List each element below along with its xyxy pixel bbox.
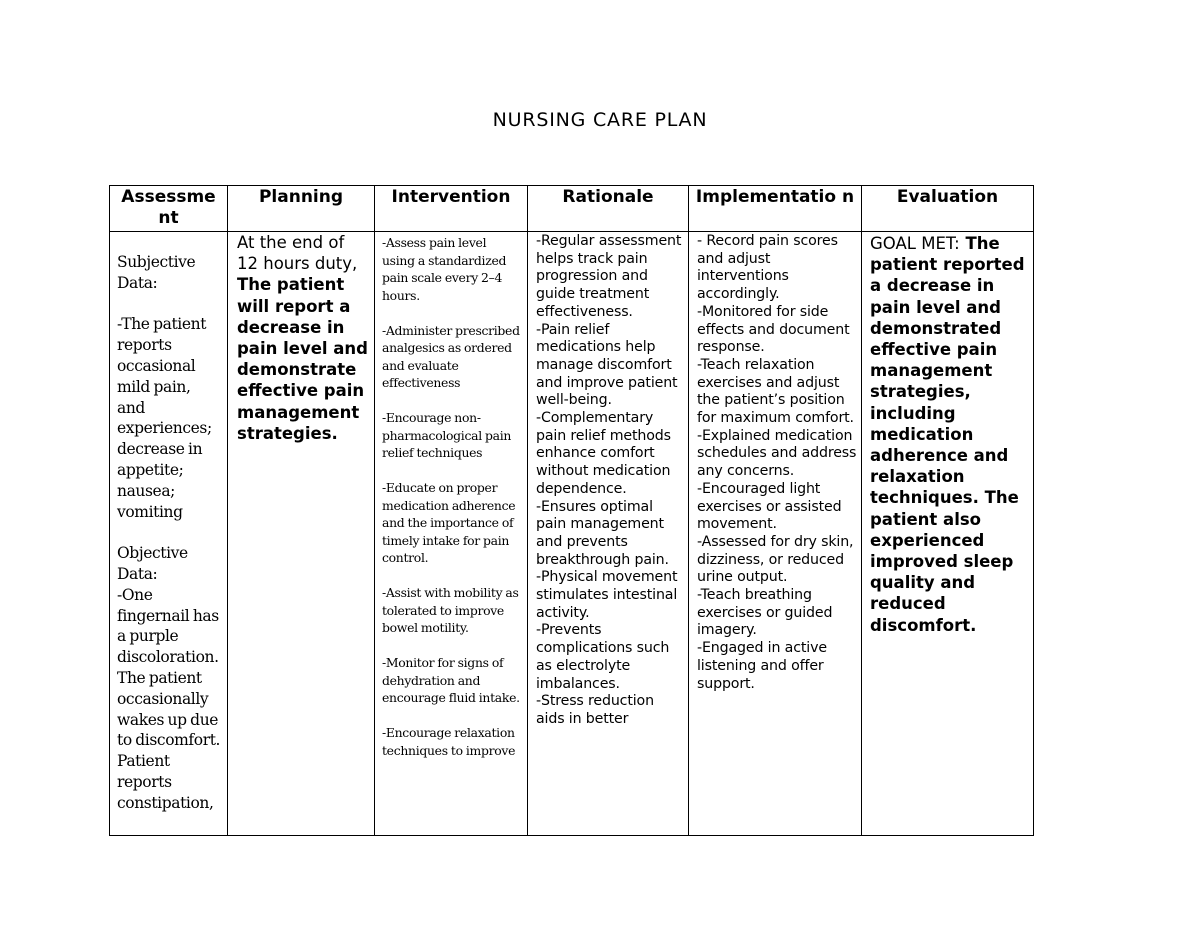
header-assessment: Assessme nt [110, 186, 228, 232]
rationale-cell [528, 232, 689, 836]
intervention-item: -Encourage relaxation techniques to improve [382, 725, 516, 758]
header-implementation: Implementatio n [689, 186, 862, 232]
implementation-cell [689, 232, 862, 836]
rationale-item: -Pain relief medications help manage discomfort and improve patient well-being. [536, 321, 678, 409]
header-rationale: Rationale [528, 186, 689, 232]
intervention-item: -Encourage non-pharmacological pain relief techniques [382, 410, 512, 460]
implementation-item: -Teach breathing exercises or guided imagery. [697, 587, 833, 639]
implementation-item: -Teach relaxation exercises and adjust the patient’s position for maximum comfort. [697, 356, 854, 427]
implementation-item: -Explained medication schedules and address any concerns. [697, 427, 857, 480]
intervention-item: -Assess pain level using a standardized pain scale every 2–4 hours. [382, 235, 507, 303]
objective-label: Objective Data: [117, 544, 188, 583]
rationale-item: -Prevents complications such as electrolyte imbalances. [536, 622, 670, 692]
implementation-item: -Assessed for dry skin, dizziness, or reduced urine output. [697, 533, 854, 586]
page-title: NURSING CARE PLAN [492, 109, 708, 131]
header-intervention: Intervention [375, 186, 528, 232]
rationale-item: -Physical movement stimulates intestinal activity. [536, 569, 678, 621]
subjective-label: Subjective Data: [117, 253, 196, 292]
objective-text: -One fingernail has a purple discoloration. The patient occasionally wakes up due to discomfort. Patient reports constipation, [117, 585, 221, 812]
planning-lead: At the end of 12 hours duty, [237, 233, 358, 274]
planning-cell [228, 232, 375, 836]
evaluation-text: The patient reported a decrease in pain level and demonstrated effective pain management strategies, including medication adherence and relaxation techniques. The patient also experienced improved sleep quality and reduced discomfort. [870, 234, 1025, 635]
rationale-item: -Ensures optimal pain management and prevents breakthrough pain. [536, 498, 669, 568]
implementation-item: -Monitored for side effects and document response. [697, 303, 850, 356]
evaluation-lead: GOAL MET: [870, 234, 960, 253]
header-evaluation: Evaluation [862, 186, 1034, 232]
intervention-cell [375, 232, 528, 836]
table-row [110, 232, 1034, 836]
implementation-item: -Encouraged light exercises or assisted movement. [697, 480, 842, 533]
implementation-item: -Engaged in active listening and offer support. [697, 640, 827, 692]
intervention-item: -Monitor for signs of dehydration and encourage fluid intake. [382, 655, 520, 705]
planning-goal: The patient will report a decrease in pain level and demonstrate effective pain management strategies. [237, 275, 368, 443]
subjective-text: -The patient reports occasional mild pain, and experiences; decrease in appetite; nausea; vomiting [117, 315, 212, 521]
intervention-item: -Assist with mobility as tolerated to improve bowel motility. [382, 585, 519, 635]
rationale-item: -Stress reduction aids in better [536, 693, 654, 727]
rationale-item: -Regular assessment helps track pain progression and guide treatment effectiveness. [536, 233, 682, 320]
care-plan-table [109, 185, 1034, 836]
assessment-cell [110, 232, 228, 836]
evaluation-cell [862, 232, 1034, 836]
header-row [110, 186, 1034, 232]
intervention-item: -Educate on proper medication adherence and the importance of timely intake for pain control. [382, 480, 516, 565]
implementation-item: - Record pain scores and adjust interventions accordingly. [697, 233, 838, 303]
intervention-item: -Administer prescribed analgesics as ordered and evaluate effectiveness [382, 322, 520, 390]
header-planning: Planning [228, 186, 375, 232]
rationale-item: -Complementary pain relief methods enhance comfort without medication dependence. [536, 410, 671, 497]
